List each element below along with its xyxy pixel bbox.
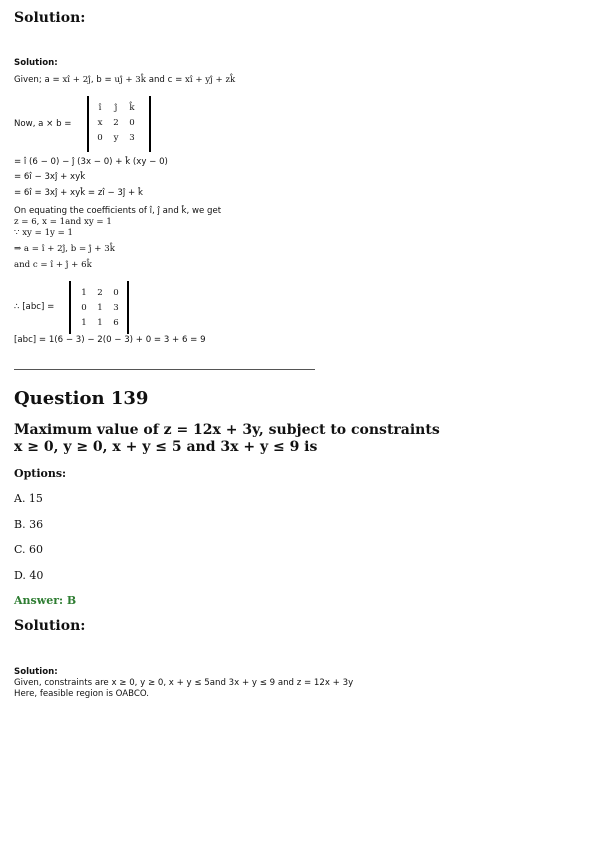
det2-row (79, 315, 121, 330)
det1-cell: ĵ (114, 102, 118, 113)
question-solution-heading: Solution: (14, 618, 86, 634)
abc-label: ∴ [abc] = (14, 302, 55, 312)
det2-cell: 1 (97, 317, 103, 328)
determinant-bar-left (87, 96, 89, 152)
determinant-bar-right (149, 96, 151, 152)
solution-subheading: Solution: (14, 58, 58, 68)
question-solution-subheading: Solution: (14, 667, 58, 677)
det2-cell: 1 (97, 302, 103, 313)
given-b: uĵ + 3k̂ (114, 75, 146, 85)
given-prefix: Given; a = (14, 75, 63, 85)
values-line: z = 6, x = 1and xy = 1 (14, 217, 112, 227)
abc-result-line: [abc] = 1(6 − 3) − 2(0 − 3) + 0 = 3 + 6 = 9 (14, 335, 206, 345)
expansion-line-3: = 6î = 3xĵ + xyk̂ = zî − 3ĵ + k̂ (14, 188, 143, 198)
option-d: D. 40 (14, 569, 44, 582)
det2-row (79, 285, 121, 300)
since-line: ∵ xy = 1y = 1 (14, 228, 74, 238)
expansion-line-2: = 6î − 3xĵ + xyk̂ (14, 172, 86, 182)
det2-cell: 2 (97, 287, 103, 298)
det2-cell: 0 (113, 287, 119, 298)
det2-cell: 6 (113, 317, 119, 328)
det2-cell: 0 (81, 302, 87, 313)
question-text-line-1: Maximum value of z = 12x + 3y, subject to constraints (14, 422, 440, 438)
det1-cell: 3 (129, 132, 135, 143)
determinant2-bar-right (127, 281, 129, 334)
vector-ab-line: ⇒ a = î + 2ĵ, b = ĵ + 3k̂ (14, 244, 115, 254)
option-b: B. 36 (14, 518, 44, 531)
determinant-abc (79, 285, 121, 330)
options-heading: Options: (14, 467, 67, 480)
section-divider (14, 369, 315, 370)
det2-row (79, 300, 121, 315)
det2-cell: 3 (113, 302, 119, 313)
det1-cell: î (98, 102, 102, 113)
now-label: Now, a × b = (14, 119, 72, 129)
det1-row (95, 130, 137, 145)
solution-heading: Solution: (14, 10, 86, 26)
det1-cell: 2 (113, 117, 119, 128)
expansion-line-1: = î (6 − 0) − ĵ (3x − 0) + k̂ (xy − 0) (14, 157, 168, 167)
given-b-label: , b = (90, 75, 115, 85)
det1-cell: k̂ (129, 102, 135, 113)
determinant-axb (95, 100, 137, 145)
given-c-label: and c = (145, 75, 186, 85)
answer-label: Answer: B (14, 594, 77, 607)
given-c: xî + yĵ + zk̂ (185, 75, 236, 85)
det1-row (95, 100, 137, 115)
det1-row (95, 115, 137, 130)
option-c: C. 60 (14, 543, 44, 556)
given-line (14, 75, 235, 85)
det1-cell: y (113, 132, 119, 143)
question-text-line-2: x ≥ 0, y ≥ 0, x + y ≤ 5 and 3x + y ≤ 9 is (14, 439, 318, 455)
equating-line: On equating the coefficients of î, ĵ and k̂, we get (14, 206, 222, 216)
option-a: A. 15 (14, 492, 43, 505)
det1-cell: x (97, 117, 103, 128)
question-solution-line-2: Here, feasible region is OABCO. (14, 689, 150, 699)
question-title: Question 139 (14, 388, 149, 409)
determinant2-bar-left (69, 281, 71, 334)
question-solution-line-1: Given, constraints are x ≥ 0, y ≥ 0, x + y ≤ 5and 3x + y ≤ 9 and z = 12x + 3y (14, 678, 354, 688)
det1-cell: 0 (129, 117, 135, 128)
given-a: xî + 2ĵ (62, 75, 91, 85)
det2-cell: 1 (81, 287, 87, 298)
vector-c-line: and c = î + ĵ + 6k̂ (14, 260, 92, 270)
det2-cell: 1 (81, 317, 87, 328)
det1-cell: 0 (97, 132, 103, 143)
